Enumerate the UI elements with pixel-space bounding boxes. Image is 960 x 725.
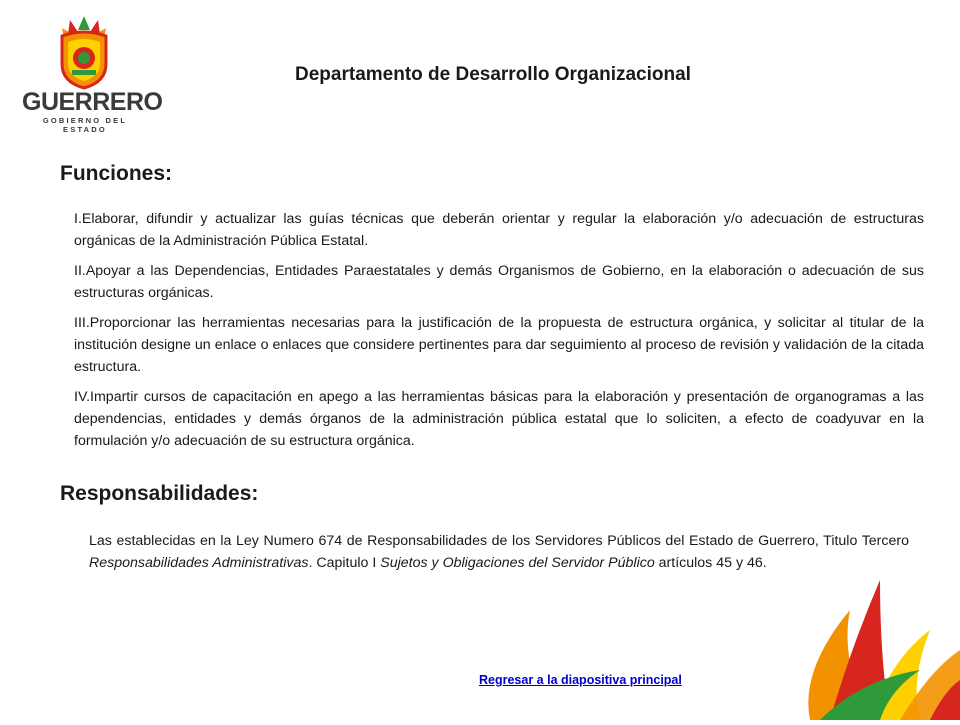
funcion-item: III.Proporcionar las herramientas necesarias para la justificación de la propuesta de estructura orgánica, y solicitar al titular de la institución designe un enlace o enlaces que considere pertinentes para dar seguimiento al proceso de revisión y validación de la citada estructura. (74, 315, 924, 375)
resp-text-1: Las establecidas en la Ley Numero 674 de Responsabilidades de los Servidores Públicos del Estado de Guerrero, Titulo Tercero (89, 533, 909, 549)
logo-subtitle: GOBIERNO DEL ESTADO (42, 116, 128, 134)
back-to-main-link[interactable]: Regresar a la diapositiva principal (479, 673, 682, 687)
funcion-item: IV.Impartir cursos de capacitación en apego a las herramientas básicas para la elaboración y presentación de organogramas a las dependencias, entidades y demás órganos de la administración pública estatal que lo soliciten, a efecto de coadyuvar en la formulación y/o adecuación de su estructura orgánica. (74, 389, 924, 449)
funcion-item: I.Elaborar, difundir y actualizar las guías técnicas que deberán orientar y regular la elaboración y/o adecuación de estructuras orgánicas de la Administración Pública Estatal. (74, 211, 924, 249)
sun-rays-icon (780, 580, 960, 720)
responsabilidades-text (89, 530, 909, 574)
funciones-heading: Funciones: (60, 162, 173, 185)
resp-italic-1: Responsabilidades Administrativas (89, 555, 309, 571)
responsabilidades-heading: Responsabilidades: (60, 482, 259, 505)
corner-decoration (780, 580, 960, 720)
logo-title: GUERRERO (22, 88, 163, 116)
resp-text-2: . Capitulo I (308, 555, 381, 571)
funciones-list (74, 208, 924, 460)
funcion-item: II.Apoyar a las Dependencias, Entidades Paraestatales y demás Organismos de Gobierno, en la elaboración o adecuación de sus estructuras orgánicas. (74, 263, 924, 301)
page-title: Departamento de Desarrollo Organizacional (295, 64, 691, 85)
resp-italic-2: Sujetos y Obligaciones del Servidor Público (380, 555, 655, 571)
resp-text-3: artículos 45 y 46. (654, 555, 767, 571)
responsabilidades-paragraph (89, 530, 909, 574)
